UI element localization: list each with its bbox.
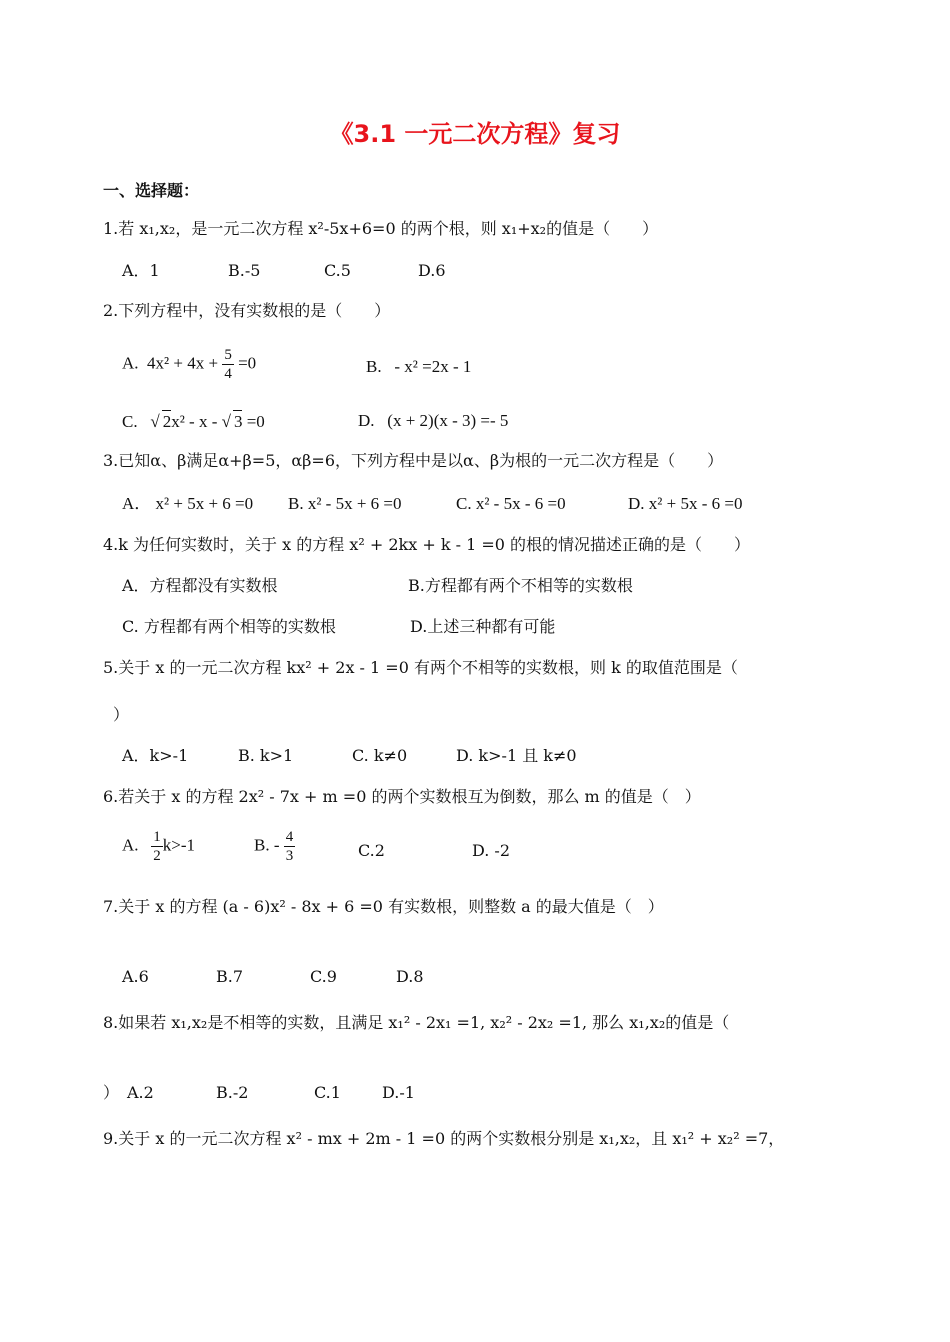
q4-option-d: D.上述三种都有可能 (410, 617, 556, 636)
question-4-stem: 4.k 为任何实数时，关于 x 的方程 x² + 2kx + k - 1 =0 的根的情况描述正确的是（ ） (103, 535, 751, 554)
question-5-stem-cont: ） (113, 705, 130, 724)
question-6-stem: 6.若关于 x 的方程 2x² - 7x + m =0 的两个实数根互为倒数，那么 m 的值是（ ） (103, 787, 701, 806)
q2-a-frac-den: 4 (224, 366, 232, 382)
q5-option-b: B. k>1 (238, 746, 294, 765)
q8-option-c: C.1 (314, 1083, 341, 1102)
q1-option-b: B.-5 (228, 261, 261, 280)
section-heading: 一、选择题： (103, 181, 200, 200)
q2-d-label: D. (358, 411, 375, 430)
q8-option-a: ） A.2 (103, 1083, 154, 1102)
q7-option-b: B.7 (216, 967, 244, 986)
page-title: 《3.1 一元二次方程》复习 (329, 120, 621, 148)
q2-c-sqrt-2: 3 (233, 412, 243, 431)
q6-b-fraction (284, 828, 296, 865)
q1-option-c: C.5 (324, 261, 351, 280)
q2-a-eq-post: =0 (238, 353, 257, 373)
q6-option-c: C.2 (358, 841, 385, 860)
q2-a-label: A. (122, 353, 139, 373)
q2-c-sqrt-1: 2 (162, 412, 172, 431)
q4-option-a: A．方程都没有实数根 (122, 576, 278, 595)
q5-option-c: C. k≠0 (352, 746, 408, 765)
q2-b-label: B. (366, 357, 382, 376)
q6-a-den: 2 (153, 848, 161, 864)
q2-c-eq-4: =0 (246, 412, 265, 431)
q2-a-eq-pre: 4x² + 4x + (147, 353, 219, 373)
q4-option-c: C. 方程都有两个相等的实数根 (122, 617, 336, 636)
q5-option-a: A．k>-1 (122, 746, 189, 765)
q2-a-frac-num: 5 (224, 347, 232, 363)
q3-option-a: A． x² + 5x + 6 =0 (122, 494, 254, 513)
question-8-stem: 8.如果若 x₁,x₂是不相等的实数，且满足 x₁² - 2x₁ =1, x₂² - 2x₂ =1, 那么 x₁,x₂的值是（ (103, 1013, 730, 1032)
q6-b-label: B. - (254, 835, 280, 855)
q2-c-eq-2: x² - x - (171, 412, 218, 431)
q1-option-a: A．1 (122, 261, 160, 280)
q7-option-c: C.9 (310, 967, 337, 986)
q3-option-b: B. x² - 5x + 6 =0 (288, 494, 402, 513)
question-7-stem: 7.关于 x 的方程 (a - 6)x² - 8x + 6 =0 有实数根，则整数 a 的最大值是（ ） (103, 897, 664, 916)
q2-option-c: C. √ 2x² - x - √ 3 =0 (122, 412, 265, 431)
q6-a-fraction (151, 828, 163, 865)
q3-option-d: D. x² + 5x - 6 =0 (628, 494, 743, 513)
q8-option-d: D.-1 (382, 1083, 415, 1102)
q6-option-d: D. -2 (472, 841, 511, 860)
q2-option-b (366, 356, 471, 378)
q8-option-b: B.-2 (216, 1083, 249, 1102)
q2-option-a (122, 346, 256, 383)
q6-option-a (122, 828, 195, 865)
question-1-stem: 1.若 x₁,x₂，是一元二次方程 x²-5x+6=0 的两个根，则 x₁+x₂的值是（ ） (103, 219, 659, 238)
q6-a-num: 1 (153, 829, 161, 845)
q2-c-label: C. (122, 412, 138, 431)
q6-option-b (254, 828, 295, 865)
q6-a-post: k>-1 (162, 835, 196, 855)
q2-option-d (358, 410, 508, 432)
q6-b-num: 4 (285, 829, 294, 845)
question-9-stem: 9.关于 x 的一元二次方程 x² - mx + 2m - 1 =0 的两个实数根分别是 x₁,x₂，且 x₁² + x₂² =7， (103, 1129, 785, 1148)
q7-option-a: A.6 (122, 967, 149, 986)
q6-b-den: 3 (285, 848, 294, 864)
q1-option-d: D.6 (418, 261, 446, 280)
q2-b-eq: - x² =2x - 1 (394, 357, 472, 376)
q5-option-d: D. k>-1 且 k≠0 (456, 746, 577, 765)
q6-a-label: A. (122, 835, 139, 855)
question-5-stem: 5.关于 x 的一元二次方程 kx² + 2x - 1 =0 有两个不相等的实数根，则 k 的取值范围是（ (103, 658, 738, 677)
q3-option-c: C. x² - 5x - 6 =0 (456, 494, 566, 513)
q7-option-d: D.8 (396, 967, 424, 986)
question-3-stem: 3.已知α、β满足α+β=5，αβ=6，下列方程中是以α、β为根的一元二次方程是（ ） (103, 451, 724, 470)
q2-a-fraction (222, 346, 234, 383)
question-2-stem: 2.下列方程中，没有实数根的是（ ） (103, 301, 391, 320)
q2-d-eq: (x + 2)(x - 3) =- 5 (387, 411, 509, 430)
q4-option-b: B.方程都有两个不相等的实数根 (408, 576, 633, 595)
